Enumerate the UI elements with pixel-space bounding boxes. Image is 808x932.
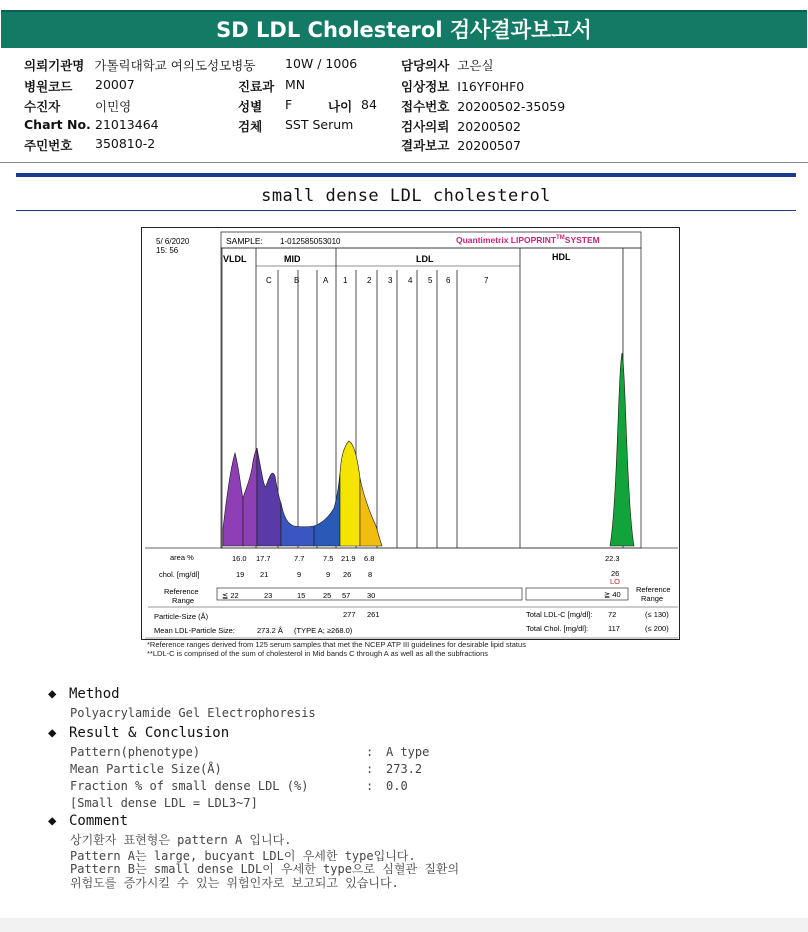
hdl-area: 22.3: [605, 554, 620, 563]
trace-peak: [257, 448, 281, 546]
specimen-label: 검체: [238, 119, 263, 134]
brand-name: Quantimetrix LIPOPRINT™SYSTEM: [456, 235, 600, 245]
age-value: 84: [361, 97, 377, 112]
chol-row-label: chol. [mg/dl]: [159, 570, 200, 579]
pattern-label: Pattern(phenotype): [70, 745, 201, 759]
chol-value: 9: [297, 570, 302, 579]
chart-no: 21013464: [95, 117, 159, 132]
fraction-label: Fraction % of small dense LDL (%): [70, 779, 309, 793]
mid-sub-label: A: [323, 276, 329, 285]
ref-row-label-1: Reference: [164, 587, 199, 596]
section-rule-bottom: [16, 210, 796, 211]
ref-value: ≦ 22: [222, 591, 239, 600]
ref-value: 30: [367, 591, 376, 600]
request-date: 검사의뢰 20200502: [401, 119, 521, 134]
ldl-sub-label: 1: [343, 276, 348, 285]
ward-value: 10W / 1006: [285, 56, 358, 71]
area-value: 21.9: [341, 554, 356, 563]
result-heading: ◆ Result & Conclusion: [48, 725, 230, 741]
method-text: Polyacrylamide Gel Electrophoresis: [70, 706, 316, 720]
mean-ldl-type: (TYPE A; ≥268.0): [294, 626, 353, 635]
comment-line-1: 상기환자 표현형은 pattern A 입니다.: [70, 833, 292, 847]
pattern-value: A type: [386, 745, 430, 759]
mid-label: MID: [284, 254, 301, 264]
trace-peak: [281, 503, 314, 546]
chart-no-label: Chart No.: [24, 117, 91, 132]
mid-sub-label: C: [266, 276, 272, 285]
report-time: 15: 56: [156, 246, 179, 255]
resident-no: 350810-2: [95, 136, 156, 151]
area-value: 7.5: [323, 554, 334, 563]
trace-peak: [223, 453, 243, 546]
patient-name: 이민영: [95, 99, 132, 114]
ref-right-1: Reference: [636, 585, 671, 594]
mean-size-colon: :: [366, 762, 374, 776]
plot-frame: [221, 248, 641, 548]
total-ldl-label: Total LDL-C [mg/dl]:: [526, 610, 593, 619]
mean-ldl-label: Mean LDL-Particle Size:: [154, 626, 235, 635]
comment-line-2: Pattern A는 large, bucyant LDL이 우세한 type입니다.: [70, 849, 416, 863]
sex-value: F: [285, 97, 293, 112]
lipoprint-report: [141, 227, 680, 640]
diamond-bullet-icon: ◆: [48, 725, 57, 741]
hospital-code: 병원코드: [24, 79, 73, 94]
ldl-sub-label: 6: [446, 276, 451, 285]
resident-no-label: 주민번호: [24, 138, 73, 153]
hdl-chol: 26: [611, 569, 620, 578]
trace-peak: [610, 353, 634, 546]
trace-peak: [243, 448, 257, 546]
ref-value: 25: [323, 591, 332, 600]
area-row-label: area %: [170, 553, 194, 562]
department: 진료과: [238, 79, 275, 94]
total-chol-label: Total Chol. [mg/dl]:: [526, 624, 589, 633]
clinical-info: 임상정보 I16YF0HF0: [401, 79, 525, 94]
electrophoresis-trace: [223, 353, 634, 546]
diamond-bullet-icon: ◆: [48, 813, 57, 829]
area-value: 17.7: [256, 554, 271, 563]
chol-value: 8: [368, 570, 373, 579]
mean-size-label: Mean Particle Size(Å): [70, 762, 222, 776]
department-value: MN: [285, 77, 306, 92]
method-heading: ◆ Method: [48, 686, 120, 702]
sd-ldl-note: [Small dense LDL = LDL3~7]: [70, 796, 258, 810]
report-date: 결과보고 20200507: [401, 138, 521, 153]
mean-size-value: 273.2: [386, 762, 423, 776]
total-ldl-range: (≤ 130): [645, 610, 669, 619]
comment-line-3: Pattern B는 small dense LDL이 우세한 type으로 심혈관 질환의: [70, 862, 460, 876]
ldl-sub-label: 5: [428, 276, 433, 285]
trace-peak: [340, 441, 360, 546]
chol-value: 9: [326, 570, 331, 579]
ref-right-2: Range: [641, 594, 664, 603]
particle-size-label: Particle-Size (Å): [154, 612, 209, 621]
ref-value: 15: [297, 591, 306, 600]
sample-id: 1-012585053010: [280, 237, 341, 246]
total-ldl-value: 72: [608, 610, 617, 619]
fraction-value: 0.0: [386, 779, 408, 793]
report-date: 5/ 6/2020: [156, 237, 190, 246]
report-title: SD LDL Cholesterol 검사결과보고서: [1, 10, 807, 48]
trace-peak: [360, 478, 382, 546]
specimen-value: SST Serum: [285, 117, 354, 132]
sex-label: 성별: [238, 99, 263, 114]
footnote-2: **LDL-C is comprised of the sum of cholesterol in Mid bands C through A as well as all the subfractions: [147, 649, 489, 658]
section-subtitle: small dense LDL cholesterol: [261, 186, 551, 206]
ldl-sub-label: 3: [388, 276, 393, 285]
ref-values: [222, 591, 375, 600]
vldl-label: VLDL: [223, 254, 247, 264]
comment-heading: ◆ Comment: [48, 813, 129, 829]
lipoprint-chart: [142, 228, 681, 641]
total-chol-range: (≤ 200): [645, 624, 669, 633]
divider: [0, 162, 808, 163]
ldl-label: LDL: [416, 254, 434, 264]
area-values: [232, 554, 374, 563]
hospital-code-value: 20007: [95, 77, 135, 92]
particle-size-2: 261: [367, 610, 380, 619]
hdl-ref: ≧ 40: [604, 590, 621, 599]
footnote-1: *Reference ranges derived from 125 serum samples that met the NCEP ATP III guidelines for desirable lipid status: [147, 640, 526, 649]
sample-label: SAMPLE:: [226, 236, 263, 246]
chol-values: [236, 570, 372, 579]
particle-size-1: 277: [343, 610, 356, 619]
age-label: 나이: [328, 99, 353, 114]
ref-value: 23: [264, 591, 273, 600]
doctor: 담당의사 고은실: [401, 58, 494, 73]
hdl-flag: LO: [610, 577, 621, 586]
ldl-sub-label: 7: [484, 276, 489, 285]
receipt-no: 접수번호 20200502-35059: [401, 99, 566, 114]
diamond-bullet-icon: ◆: [48, 686, 57, 702]
ref-row-label-2: Range: [172, 596, 195, 605]
pattern-colon: :: [366, 745, 374, 759]
chol-value: 19: [236, 570, 245, 579]
area-value: 16.0: [232, 554, 247, 563]
ldl-sub-label: 2: [367, 276, 372, 285]
fraction-colon: :: [366, 779, 374, 793]
mid-sub-label: B: [294, 276, 300, 285]
ref-value: 57: [342, 591, 351, 600]
requesting-institution: 의뢰기관명 가톨릭대학교 여의도성모병동: [24, 58, 256, 73]
total-chol-value: 117: [608, 624, 620, 633]
comment-line-4: 위험도를 증가시킬 수 있는 위험인자로 보고되고 있습니다.: [70, 876, 399, 890]
chol-value: 26: [343, 570, 352, 579]
hdl-label: HDL: [552, 252, 571, 262]
area-value: 6.8: [364, 554, 375, 563]
area-value: 7.7: [294, 554, 305, 563]
chol-value: 21: [260, 570, 269, 579]
band-dividers: [222, 248, 623, 548]
mean-ldl-value: 273.2 Å: [257, 626, 283, 635]
section-rule-top: [16, 173, 796, 177]
patient-name-label: 수진자: [24, 99, 61, 114]
ldl-sub-label: 4: [408, 276, 413, 285]
